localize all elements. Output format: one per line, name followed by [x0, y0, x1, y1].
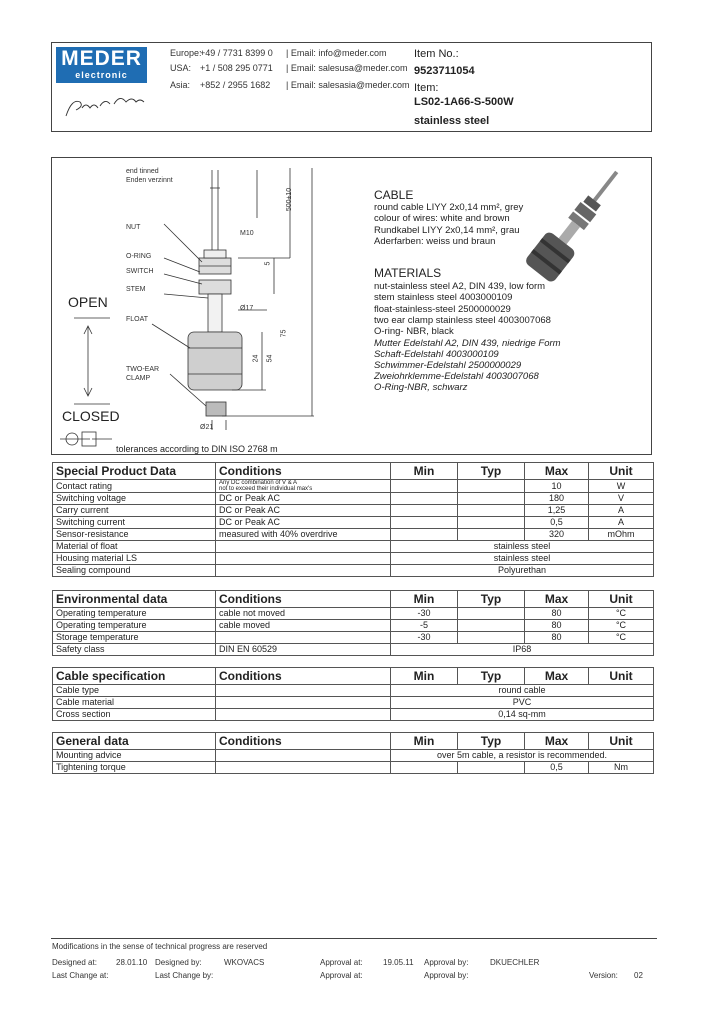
row-name: Carry current: [53, 505, 216, 517]
version-value: 02: [634, 971, 643, 980]
item-no-value: 9523711054: [414, 65, 475, 77]
row-max: 0,5: [525, 517, 589, 529]
environmental-title: Environmental data: [53, 591, 216, 608]
row-unit: A: [589, 517, 654, 529]
row-cond: measured with 40% overdrive: [216, 529, 391, 541]
row-name: Sensor-resistance: [53, 529, 216, 541]
cable-spec-table: [52, 667, 654, 721]
materials-title: MATERIALS: [374, 266, 442, 280]
materials-line-de-1: Schaft-Edelstahl 4003000109: [374, 349, 499, 360]
table-row: [53, 644, 654, 656]
row-max: 10: [525, 480, 589, 493]
row-cond: DIN EN 60529: [216, 644, 391, 656]
table-row: [53, 632, 654, 644]
table-row: [53, 620, 654, 632]
cable-line-0: round cable LIYY 2x0,14 mm², grey: [374, 202, 524, 213]
contact-phone-0: +49 / 7731 8399 0: [200, 48, 273, 58]
row-typ: [458, 762, 525, 774]
row-cond: [216, 750, 391, 762]
table-header-row: [53, 668, 654, 685]
open-label: OPEN: [68, 294, 108, 310]
row-unit: mOhm: [589, 529, 654, 541]
special-product-table: [52, 462, 654, 577]
row-name: Cross section: [53, 709, 216, 721]
dim-24: 24: [252, 354, 260, 363]
label-clamp: CLAMP: [126, 375, 151, 382]
general-table: [52, 732, 654, 774]
row-typ: [458, 517, 525, 529]
materials-line-4: O-ring- NBR, black: [374, 326, 454, 337]
row-cond: [216, 709, 391, 721]
product-photo: [508, 160, 648, 296]
row-cond: [216, 632, 391, 644]
row-name: Contact rating: [53, 480, 216, 493]
row-name: Operating temperature: [53, 620, 216, 632]
row-value: Polyurethan: [391, 565, 654, 577]
row-name: Mounting advice: [53, 750, 216, 762]
row-cond: [216, 480, 391, 493]
dim-75: 75: [280, 329, 288, 338]
table-row: [53, 529, 654, 541]
row-name: Safety class: [53, 644, 216, 656]
contact-region-1: USA:: [170, 63, 192, 73]
contact-email-2[interactable]: | Email: salesasia@meder.com: [286, 80, 410, 90]
row-typ: [458, 505, 525, 517]
row-name: Cable material: [53, 697, 216, 709]
closed-label: CLOSED: [62, 408, 120, 424]
materials-line-de-2: Schwimmer-Edelstahl 2500000029: [374, 360, 522, 371]
row-cond-2: not to exceed their individual max's: [219, 486, 313, 492]
approval-at-value: 19.05.11: [383, 958, 414, 967]
row-cond: [216, 685, 391, 697]
col-conditions: Conditions: [216, 668, 391, 685]
row-max: 1,25: [525, 505, 589, 517]
row-min: -5: [391, 620, 458, 632]
row-name: Tightening torque: [53, 762, 216, 774]
row-cond: [216, 565, 391, 577]
row-value: round cable: [391, 685, 654, 697]
label-two-ear: TWO-EAR: [126, 366, 160, 373]
row-cond: [216, 541, 391, 553]
row-cond: [216, 762, 391, 774]
materials-line-3: two ear clamp stainless steel 4003007068: [374, 315, 551, 326]
dim-d21: Ø21: [200, 424, 214, 431]
row-max: 80: [525, 632, 589, 644]
table-row: [53, 709, 654, 721]
table-row: [53, 517, 654, 529]
item-no-label: Item No.:: [414, 48, 459, 60]
col-typ: Typ: [458, 733, 525, 750]
col-unit: Unit: [589, 591, 654, 608]
materials-line-de-3: Zweiohrklemme-Edelstahl 4003007068: [374, 371, 539, 382]
cable-title: CABLE: [374, 188, 414, 202]
approval-at2-label: Approval at:: [320, 971, 363, 980]
label-end-tinned: end tinned: [126, 168, 159, 175]
label-switch: SWITCH: [126, 268, 154, 275]
designed-at-label: Designed at:: [52, 958, 97, 967]
col-unit: Unit: [589, 733, 654, 750]
materials-line-1: stem stainless steel 4003000109: [374, 292, 513, 303]
row-value: IP68: [391, 644, 654, 656]
row-typ: [458, 493, 525, 505]
table-header-row: [53, 591, 654, 608]
designed-by-label: Designed by:: [155, 958, 202, 967]
table-header-row: [53, 733, 654, 750]
row-unit: Nm: [589, 762, 654, 774]
col-min: Min: [391, 733, 458, 750]
cable-title: Cable specification: [53, 668, 216, 685]
row-name: Storage temperature: [53, 632, 216, 644]
label-float: FLOAT: [126, 316, 149, 323]
row-cond: [216, 697, 391, 709]
signature-caption: [62, 88, 72, 89]
row-max: 180: [525, 493, 589, 505]
contact-phone-1: +1 / 508 295 0771: [200, 63, 273, 73]
item-desc: stainless steel: [414, 115, 490, 127]
table-row: [53, 608, 654, 620]
approval-by-value: DKUECHLER: [490, 958, 540, 967]
row-value: 0,14 sq-mm: [391, 709, 654, 721]
materials-line-de-0: Mutter Edelstahl A2, DIN 439, niedrige Form: [374, 338, 561, 349]
row-min: -30: [391, 608, 458, 620]
row-min: [391, 762, 458, 774]
materials-line-de-4: O-Ring-NBR, schwarz: [374, 382, 468, 393]
footer-divider: [51, 938, 657, 939]
row-unit: °C: [589, 620, 654, 632]
row-name: Sealing compound: [53, 565, 216, 577]
dim-500: 500±10: [286, 187, 294, 212]
row-unit: W: [589, 480, 654, 493]
col-typ: Typ: [458, 463, 525, 480]
row-min: [391, 505, 458, 517]
row-cond: cable not moved: [216, 608, 391, 620]
logo-top-text: MEDER: [61, 47, 142, 70]
approval-by2-label: Approval by:: [424, 971, 469, 980]
row-name: Switching voltage: [53, 493, 216, 505]
signature-text: [62, 88, 162, 118]
row-typ: [458, 608, 525, 620]
item-label: Item:: [414, 82, 439, 94]
row-name: Material of float: [53, 541, 216, 553]
row-name: Cable type: [53, 685, 216, 697]
approval-by-label: Approval by:: [424, 958, 469, 967]
row-value: stainless steel: [391, 541, 654, 553]
cable-line-2: Rundkabel LIYY 2x0,14 mm², grau: [374, 225, 520, 236]
row-unit: °C: [589, 608, 654, 620]
label-end-tinned-de: Enden verzinnt: [126, 177, 173, 184]
row-cond: [216, 553, 391, 565]
col-max: Max: [525, 591, 589, 608]
col-min: Min: [391, 463, 458, 480]
table-row: [53, 541, 654, 553]
logo-bottom-text: electronic: [75, 70, 128, 80]
row-name: Switching current: [53, 517, 216, 529]
col-conditions: Conditions: [216, 733, 391, 750]
row-min: -30: [391, 632, 458, 644]
row-cond: cable moved: [216, 620, 391, 632]
row-value: stainless steel: [391, 553, 654, 565]
last-change-at-label: Last Change at:: [52, 971, 109, 980]
contact-email-1[interactable]: | Email: salesusa@meder.com: [286, 63, 408, 73]
label-nut: NUT: [126, 224, 141, 231]
row-min: [391, 517, 458, 529]
row-unit: V: [589, 493, 654, 505]
row-typ: [458, 620, 525, 632]
designed-at-value: 28.01.10: [116, 958, 148, 967]
col-max: Max: [525, 463, 589, 480]
row-unit: A: [589, 505, 654, 517]
col-unit: Unit: [589, 463, 654, 480]
row-max: 320: [525, 529, 589, 541]
row-min: [391, 493, 458, 505]
col-max: Max: [525, 733, 589, 750]
col-typ: Typ: [458, 668, 525, 685]
table-row: [53, 697, 654, 709]
contact-email-0[interactable]: | Email: info@meder.com: [286, 48, 387, 58]
col-max: Max: [525, 668, 589, 685]
signature-drawing: [62, 88, 162, 122]
tolerance-note: tolerances according to DIN ISO 2768 m: [116, 444, 278, 454]
table-header-row: [53, 463, 654, 480]
col-min: Min: [391, 668, 458, 685]
row-max: 0,5: [525, 762, 589, 774]
col-conditions: Conditions: [216, 463, 391, 480]
cable-line-1: colour of wires: white and brown: [374, 213, 510, 224]
special-title: Special Product Data: [53, 463, 216, 480]
approval-at-label: Approval at:: [320, 958, 363, 967]
meder-logo: [56, 47, 147, 83]
contact-region-0: Europe:: [170, 48, 202, 58]
table-row: [53, 493, 654, 505]
row-min: [391, 529, 458, 541]
dim-d17: Ø17: [240, 305, 254, 312]
table-row: [53, 505, 654, 517]
row-max: 80: [525, 620, 589, 632]
table-row: [53, 553, 654, 565]
materials-line-2: float-stainless-steel 2500000029: [374, 304, 511, 315]
dim-m10: M10: [240, 230, 254, 237]
row-min: [391, 480, 458, 493]
footer-note: Modifications in the sense of technical progress are reserved: [52, 942, 268, 951]
row-cond-1: Any DC combination of V & A: [219, 480, 298, 486]
col-typ: Typ: [458, 591, 525, 608]
version-label: Version:: [589, 971, 618, 980]
last-change-by-label: Last Change by:: [155, 971, 214, 980]
row-typ: [458, 529, 525, 541]
item-value: LS02-1A66-S-500W: [414, 96, 514, 108]
row-name: Operating temperature: [53, 608, 216, 620]
row-cond: DC or Peak AC: [216, 505, 391, 517]
table-row: [53, 480, 654, 493]
contact-phone-2: +852 / 2955 1682: [200, 80, 271, 90]
label-oring: O-RING: [126, 253, 152, 260]
row-value: PVC: [391, 697, 654, 709]
general-title: General data: [53, 733, 216, 750]
row-typ: [458, 480, 525, 493]
row-cond: DC or Peak AC: [216, 517, 391, 529]
row-max: 80: [525, 608, 589, 620]
row-name: Housing material LS: [53, 553, 216, 565]
cable-line-3: Aderfarben: weiss und braun: [374, 236, 496, 247]
table-row: [53, 762, 654, 774]
row-typ: [458, 632, 525, 644]
row-unit: °C: [589, 632, 654, 644]
col-min: Min: [391, 591, 458, 608]
col-unit: Unit: [589, 668, 654, 685]
label-stem: STEM: [126, 286, 146, 293]
designed-by-value: WKOVACS: [224, 958, 265, 967]
contact-region-2: Asia:: [170, 80, 191, 90]
table-row: [53, 685, 654, 697]
table-row: [53, 565, 654, 577]
row-value: over 5m cable, a resistor is recommended.: [391, 750, 654, 762]
dim-54: 54: [266, 354, 274, 363]
dim-5: 5: [264, 261, 272, 266]
col-conditions: Conditions: [216, 591, 391, 608]
materials-line-0: nut-stainless steel A2, DIN 439, low form: [374, 281, 546, 292]
environmental-table: [52, 590, 654, 656]
row-cond: DC or Peak AC: [216, 493, 391, 505]
table-row: [53, 750, 654, 762]
